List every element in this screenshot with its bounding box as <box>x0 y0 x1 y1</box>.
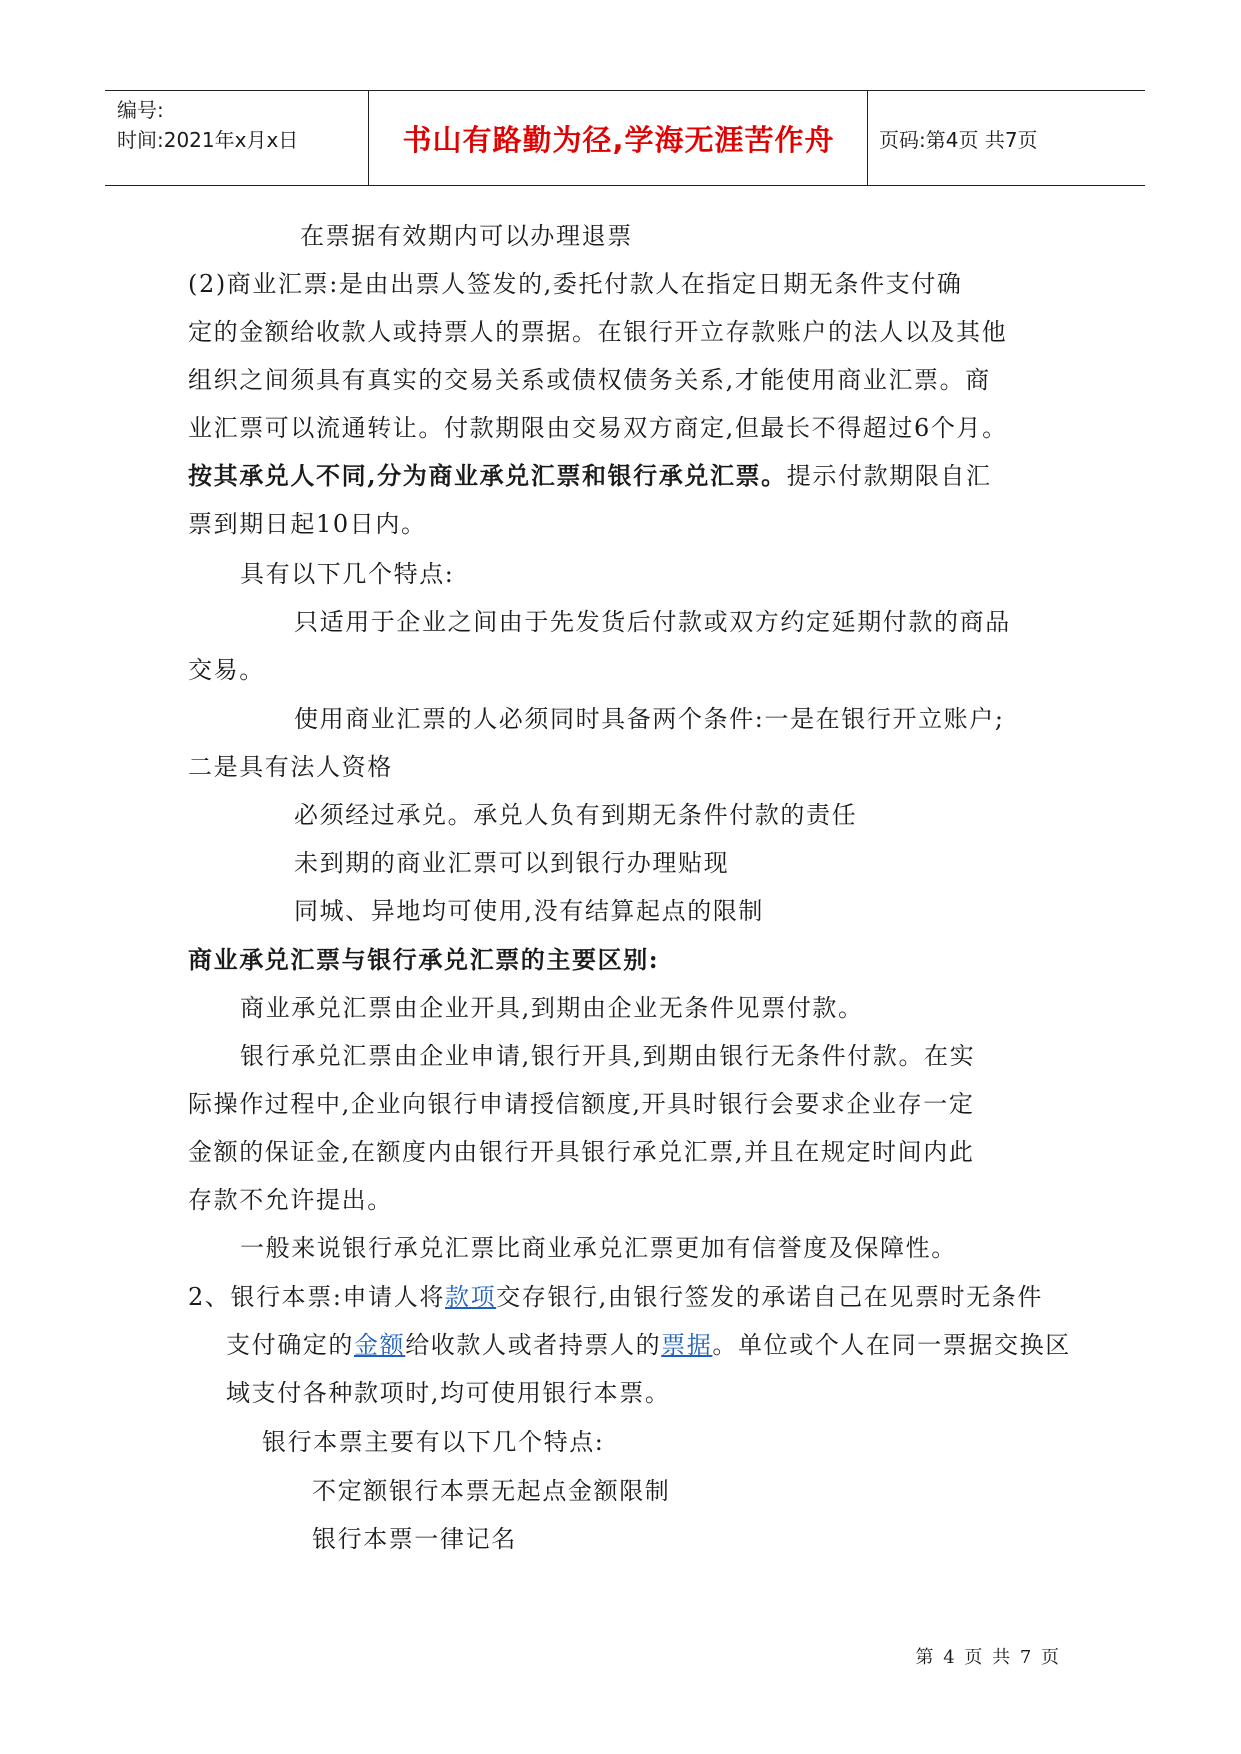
paragraph-line: 具有以下几个特点: <box>240 560 455 588</box>
paragraph-line: 使用商业汇票的人必须同时具备两个条件:一是在银行开立账户; <box>294 705 1005 733</box>
paragraph-line: 二是具有法人资格 <box>188 753 393 781</box>
paragraph-line: 际操作过程中,企业向银行申请授信额度,开具时银行会要求企业存一定 <box>188 1090 975 1118</box>
paragraph-line: 银行本票一律记名 <box>312 1525 517 1553</box>
serial-number-label: 编号: <box>117 98 164 122</box>
text-run: 支付确定的 <box>226 1331 354 1359</box>
paragraph-line: 组织之间须具有真实的交易关系或债权债务关系,才能使用商业汇票。商 <box>188 366 991 394</box>
paragraph-line: 不定额银行本票无起点金额限制 <box>312 1477 671 1505</box>
paragraph-line: (2)商业汇票:是由出票人签发的,委托付款人在指定日期无条件支付确 <box>188 270 963 298</box>
paragraph-line: 在票据有效期内可以办理退票 <box>300 222 633 250</box>
paragraph-line: 商业承兑汇票由企业开具,到期由企业无条件见票付款。 <box>240 994 864 1022</box>
paragraph-line: 存款不允许提出。 <box>188 1186 393 1214</box>
text-run: 给收款人或者持票人的 <box>405 1331 662 1359</box>
link-kuanxiang[interactable]: 款项 <box>444 1283 497 1311</box>
paragraph-line <box>188 459 992 493</box>
paragraph-line: 必须经过承兑。承兑人负有到期无条件付款的责任 <box>294 801 858 829</box>
paragraph-line: 交易。 <box>188 656 265 684</box>
link-jine[interactable]: 金额 <box>354 1331 406 1359</box>
header-left-cell <box>117 95 298 155</box>
link-piaoju[interactable]: 票据 <box>661 1331 713 1359</box>
time-label: 时间:2021年x月x日 <box>117 128 299 152</box>
paragraph-line: 金额的保证金,在额度内由银行开具银行承兑汇票,并且在规定时间内此 <box>188 1138 975 1166</box>
paragraph-line: 银行本票主要有以下几个特点: <box>262 1428 605 1456</box>
paragraph-line <box>188 1280 1043 1314</box>
section-heading: 商业承兑汇票与银行承兑汇票的主要区别: <box>188 945 660 974</box>
paragraph-line: 票到期日起10日内。 <box>188 510 427 538</box>
document-header <box>105 90 1145 186</box>
paragraph-line: 银行承兑汇票由企业申请,银行开具,到期由银行无条件付款。在实 <box>240 1042 976 1070</box>
page-footer: 第 4 页 共 7 页 <box>915 1647 1061 1668</box>
text-run: 提示付款期限自汇 <box>786 462 992 490</box>
paragraph-line <box>226 1328 1071 1362</box>
header-motto: 书山有路勤为径,学海无涯苦作舟 <box>402 122 835 157</box>
paragraph-line: 业汇票可以流通转让。付款期限由交易双方商定,但最长不得超过6个月。 <box>188 414 1008 442</box>
header-page-label: 页码:第4页 共7页 <box>879 127 1038 152</box>
text-run: 交存银行,由银行签发的承诺自己在见票时无条件 <box>496 1283 1043 1311</box>
paragraph-line: 同城、异地均可使用,没有结算起点的限制 <box>294 897 765 925</box>
bold-phrase: 按其承兑人不同,分为商业承兑汇票和银行承兑汇票。 <box>188 461 787 490</box>
header-divider-left <box>368 91 369 185</box>
paragraph-line: 域支付各种款项时,均可使用银行本票。 <box>226 1379 671 1407</box>
paragraph-line: 定的金额给收款人或持票人的票据。在银行开立存款账户的法人以及其他 <box>188 318 1008 346</box>
text-run: 2、银行本票:申请人将 <box>188 1283 445 1311</box>
paragraph-line: 只适用于企业之间由于先发货后付款或双方约定延期付款的商品 <box>294 608 1011 636</box>
header-divider-right <box>867 91 868 185</box>
paragraph-line: 未到期的商业汇票可以到银行办理贴现 <box>294 849 730 877</box>
paragraph-line: 一般来说银行承兑汇票比商业承兑汇票更加有信誉度及保障性。 <box>240 1234 957 1262</box>
text-run: 。单位或个人在同一票据交换区 <box>712 1331 1071 1359</box>
